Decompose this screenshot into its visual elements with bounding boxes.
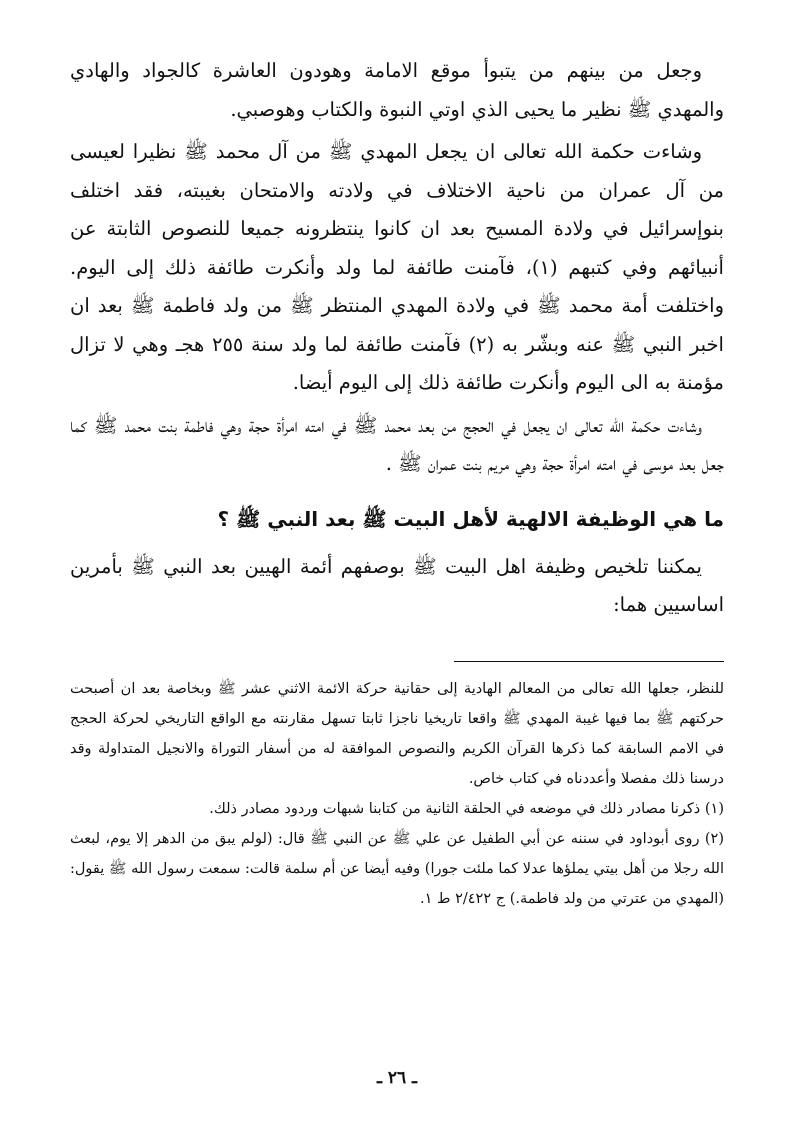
footnote-2: (٢) روى أبوداود في سننه عن أبي الطفيل عن علي ﷺ عن النبي ﷺ قال: (لولم يبق من الدهر إلا يوم، لبعث الله رجلا من أهل بيتي يملؤها عدلا كما ملئت جورا) وفيه أيضا عن أم سلمة قالت: سمعت رسول الله ﷺ يقول: (المهدي من عترتي من ولد فاطمة.) ج ٢/٤٢٢ ط ١.: [70, 830, 724, 907]
footnote-divider: [454, 661, 724, 662]
paragraph-3: وشاءت حكمة الله تعالى ان يجعل في الحجج من بعد محمد ﷺ في امته امرأة حجة وهي فاطمة بنت محمد ﷺ كما جعل بعد موسى في امته امرأة حجة وهي مريم بنت عمران ﷺ .: [70, 413, 724, 475]
section-heading: ما هي الوظيفة الالهية لأهل البيت ﷺ بعد النبي ﷺ ؟: [217, 506, 724, 531]
page-number: ـ ٢٦ ـ: [376, 1068, 418, 1088]
paragraph-4: يمكننا تلخيص وظيفة اهل البيت ﷺ بوصفهم أئمة الهيين بعد النبي ﷺ بأمرين اساسيين هما:: [70, 554, 724, 616]
page-body: [70, 52, 724, 914]
paragraph-1: وجعل من بينهم من يتبوأ موقع الامامة وهودون العاشرة كالجواد والهادي والمهدي ﷺ نظير ما يحيى الذي اوتي النبوة والكتاب وهوصبي.: [70, 59, 724, 121]
footnote-1: (١) ذكرنا مصادر ذلك في موضعه في الحلقة الثانية من كتابنا شبهات وردود مصادر ذلك.: [209, 800, 724, 817]
paragraph-2: وشاءت حكمة الله تعالى ان يجعل المهدي ﷺ من آل محمد ﷺ نظيرا لعيسى من آل عمران من ناحية الاختلاف في ولادته والامتحان بغيبته، فقد اختلف بنوإسرائيل في ولادة المسيح بعد ان كانوا ينتظرونه جميعا للنصوص الثابتة عن أنبيائهم وفي كتبهم (١)، فآمنت طائفة لما ولد وأنكرت طائفة ذلك إلى اليوم. واختلفت أمة محمد ﷺ في ولادة المهدي المنتظر ﷺ من ولد فاطمة ﷺ بعد ان اخبر النبي ﷺ عنه وبشّر به (٢) فآمنت طائفة لما ولد سنة ٢٥٥ هجـ وهي لا تزال مؤمنة به الى اليوم وأنكرت طائفة ذلك إلى اليوم أيضا.: [70, 140, 724, 394]
footnote-continuation: للنظر، جعلها الله تعالى من المعالم الهادية إلى حقانية حركة الائمة الاثني عشر ﷺ وبخاصة بعد ان أصبحت حركتهم ﷺ بما فيها غيبة المهدي ﷺ واقعا تاريخيا ناجزا ثابتا تسهل مقارنته مع الواقع التاريخي لحركة الحجج في الامم السابقة كما ذكرها القرآن الكريم والنصوص الموافقة له من أسفار التوراة والانجيل المتداولة وقد درسنا ذلك مفصلا وأعددناه في كتاب خاص.: [70, 680, 724, 787]
